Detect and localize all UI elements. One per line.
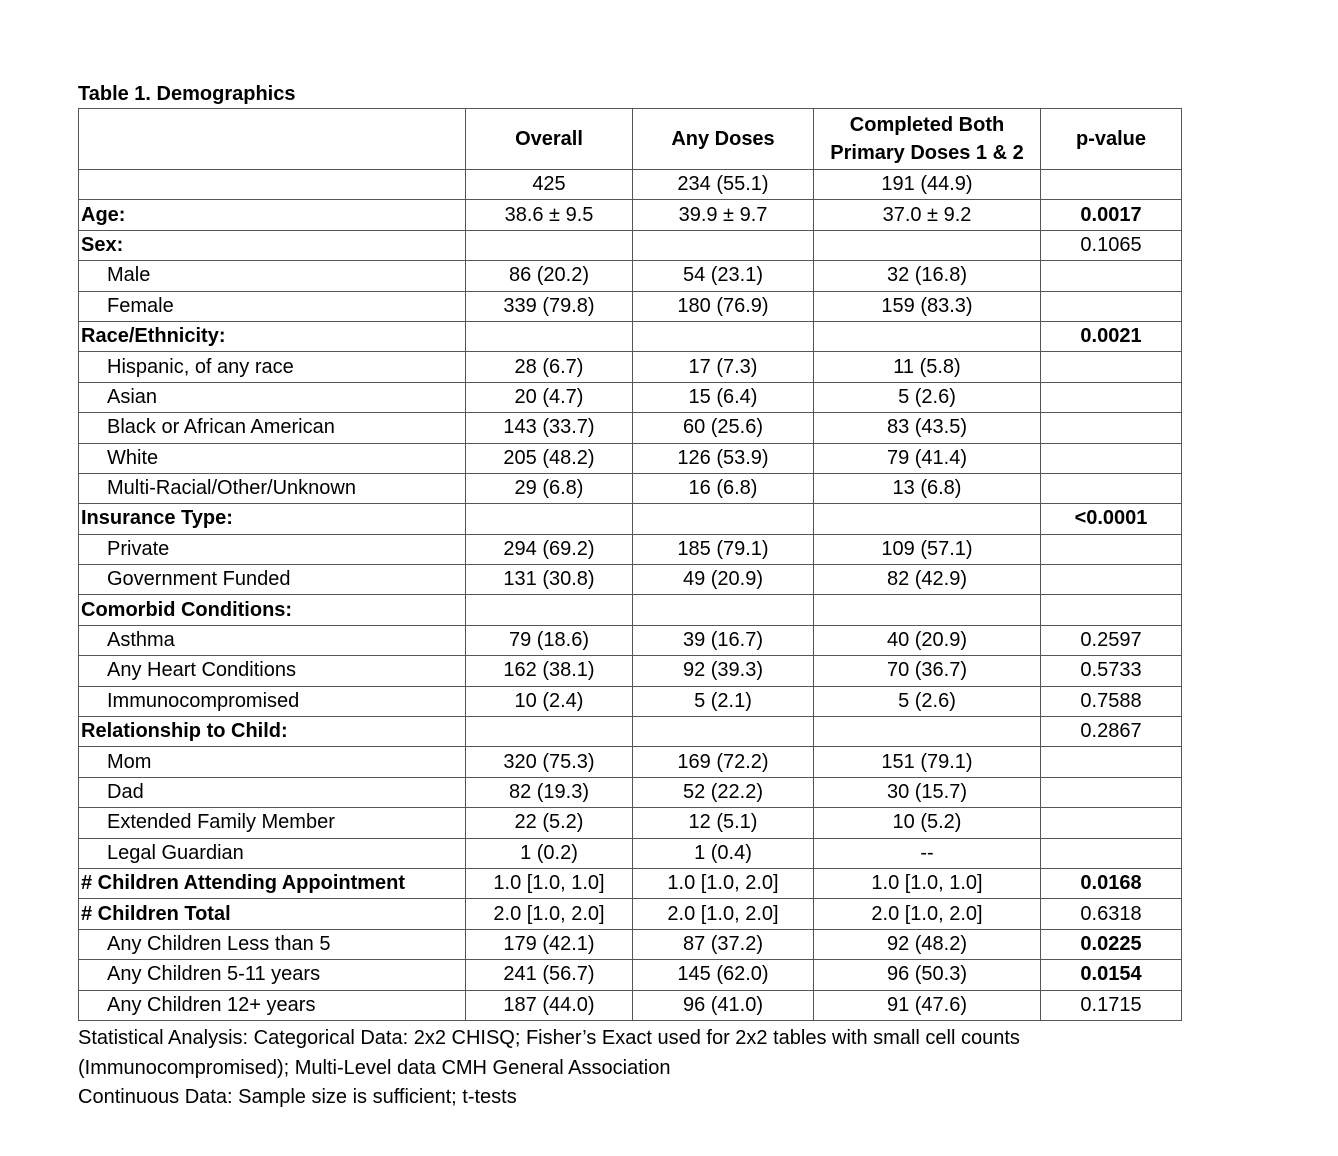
cell-pvalue: 0.1715 bbox=[1041, 990, 1182, 1020]
row-label: Multi-Racial/Other/Unknown bbox=[79, 473, 466, 503]
cell-completed: 79 (41.4) bbox=[814, 443, 1041, 473]
cell-overall: 79 (18.6) bbox=[466, 625, 633, 655]
cell-completed: 92 (48.2) bbox=[814, 929, 1041, 959]
header-completed-line2: Primary Doses 1 & 2 bbox=[830, 142, 1024, 164]
cell-pvalue: 0.0168 bbox=[1041, 868, 1182, 898]
cell-any-doses: 169 (72.2) bbox=[633, 747, 814, 777]
table-row bbox=[79, 625, 1182, 655]
cell-pvalue: 0.7588 bbox=[1041, 686, 1182, 716]
cell-pvalue: 0.2867 bbox=[1041, 717, 1182, 747]
cell-completed: 5 (2.6) bbox=[814, 382, 1041, 412]
demographics-table bbox=[78, 108, 1182, 1021]
table-row bbox=[79, 595, 1182, 625]
row-label: Insurance Type: bbox=[79, 504, 466, 534]
cell-overall: 10 (2.4) bbox=[466, 686, 633, 716]
table-row bbox=[79, 382, 1182, 412]
table-row bbox=[79, 261, 1182, 291]
cell-any-doses: 2.0 [1.0, 2.0] bbox=[633, 899, 814, 929]
table-row bbox=[79, 413, 1182, 443]
cell-pvalue: 0.0021 bbox=[1041, 321, 1182, 351]
cell-any-doses bbox=[633, 321, 814, 351]
cell-completed: 40 (20.9) bbox=[814, 625, 1041, 655]
row-label: Any Children 5-11 years bbox=[79, 960, 466, 990]
cell-overall: 28 (6.7) bbox=[466, 352, 633, 382]
table-row bbox=[79, 200, 1182, 230]
cell-completed bbox=[814, 717, 1041, 747]
table-row bbox=[79, 352, 1182, 382]
cell-overall: 143 (33.7) bbox=[466, 413, 633, 443]
cell-completed: 30 (15.7) bbox=[814, 777, 1041, 807]
cell-any-doses: 185 (79.1) bbox=[633, 534, 814, 564]
cell-completed bbox=[814, 230, 1041, 260]
cell-overall: 294 (69.2) bbox=[466, 534, 633, 564]
table-row bbox=[79, 686, 1182, 716]
cell-any-doses: 16 (6.8) bbox=[633, 473, 814, 503]
table-row bbox=[79, 565, 1182, 595]
row-label: # Children Total bbox=[79, 899, 466, 929]
cell-completed: 151 (79.1) bbox=[814, 747, 1041, 777]
cell-pvalue: 0.0017 bbox=[1041, 200, 1182, 230]
cell-pvalue bbox=[1041, 838, 1182, 868]
row-label: Legal Guardian bbox=[79, 838, 466, 868]
table-row bbox=[79, 929, 1182, 959]
row-label: Private bbox=[79, 534, 466, 564]
table-row bbox=[79, 990, 1182, 1020]
cell-completed: 37.0 ± 9.2 bbox=[814, 200, 1041, 230]
row-label: Comorbid Conditions: bbox=[79, 595, 466, 625]
cell-completed: 109 (57.1) bbox=[814, 534, 1041, 564]
table-caption: Table 1. Demographics bbox=[78, 83, 296, 105]
cell-overall: 38.6 ± 9.5 bbox=[466, 200, 633, 230]
header-empty-cell bbox=[79, 109, 466, 170]
row-label: Asthma bbox=[79, 625, 466, 655]
cell-overall bbox=[466, 504, 633, 534]
cell-any-doses: 5 (2.1) bbox=[633, 686, 814, 716]
cell-any-doses: 15 (6.4) bbox=[633, 382, 814, 412]
row-label: Mom bbox=[79, 747, 466, 777]
cell-any-doses: 39.9 ± 9.7 bbox=[633, 200, 814, 230]
cell-any-doses: 49 (20.9) bbox=[633, 565, 814, 595]
cell-pvalue bbox=[1041, 473, 1182, 503]
cell-overall: 82 (19.3) bbox=[466, 777, 633, 807]
cell-any-doses: 234 (55.1) bbox=[633, 170, 814, 200]
cell-pvalue bbox=[1041, 261, 1182, 291]
cell-any-doses: 145 (62.0) bbox=[633, 960, 814, 990]
cell-completed: 11 (5.8) bbox=[814, 352, 1041, 382]
row-label: Any Children 12+ years bbox=[79, 990, 466, 1020]
cell-overall: 20 (4.7) bbox=[466, 382, 633, 412]
cell-any-doses: 54 (23.1) bbox=[633, 261, 814, 291]
cell-completed: 1.0 [1.0, 1.0] bbox=[814, 868, 1041, 898]
cell-pvalue bbox=[1041, 565, 1182, 595]
cell-any-doses: 17 (7.3) bbox=[633, 352, 814, 382]
row-label: # Children Attending Appointment bbox=[79, 868, 466, 898]
cell-pvalue: 0.0225 bbox=[1041, 929, 1182, 959]
row-label: Relationship to Child: bbox=[79, 717, 466, 747]
note-line-1: Statistical Analysis: Categorical Data: 2x2 CHISQ; Fisher’s Exact used for 2x2 tables with small cell counts bbox=[78, 1027, 1020, 1049]
cell-completed bbox=[814, 504, 1041, 534]
table-row bbox=[79, 960, 1182, 990]
table-header-row bbox=[79, 109, 1182, 170]
cell-overall: 205 (48.2) bbox=[466, 443, 633, 473]
cell-overall: 1.0 [1.0, 1.0] bbox=[466, 868, 633, 898]
cell-pvalue bbox=[1041, 534, 1182, 564]
table-row bbox=[79, 777, 1182, 807]
cell-any-doses: 180 (76.9) bbox=[633, 291, 814, 321]
table-row bbox=[79, 899, 1182, 929]
cell-any-doses: 12 (5.1) bbox=[633, 808, 814, 838]
cell-completed: 96 (50.3) bbox=[814, 960, 1041, 990]
cell-overall: 179 (42.1) bbox=[466, 929, 633, 959]
cell-any-doses bbox=[633, 595, 814, 625]
cell-overall: 162 (38.1) bbox=[466, 656, 633, 686]
cell-overall: 2.0 [1.0, 2.0] bbox=[466, 899, 633, 929]
row-label: Age: bbox=[79, 200, 466, 230]
table-row bbox=[79, 321, 1182, 351]
table-row bbox=[79, 291, 1182, 321]
table-row bbox=[79, 838, 1182, 868]
cell-overall bbox=[466, 595, 633, 625]
cell-any-doses: 39 (16.7) bbox=[633, 625, 814, 655]
header-completed-line1: Completed Both bbox=[849, 114, 1005, 136]
cell-pvalue: 0.0154 bbox=[1041, 960, 1182, 990]
note-line-2: (Immunocompromised); Multi-Level data CMH General Association bbox=[78, 1056, 671, 1079]
row-label: Any Heart Conditions bbox=[79, 656, 466, 686]
row-label: White bbox=[79, 443, 466, 473]
cell-completed bbox=[814, 321, 1041, 351]
cell-completed: 70 (36.7) bbox=[814, 656, 1041, 686]
cell-overall: 86 (20.2) bbox=[466, 261, 633, 291]
row-label: Dad bbox=[79, 777, 466, 807]
cell-pvalue bbox=[1041, 170, 1182, 200]
cell-overall bbox=[466, 717, 633, 747]
statistical-notes bbox=[78, 1024, 1318, 1113]
cell-pvalue: 0.6318 bbox=[1041, 899, 1182, 929]
cell-pvalue bbox=[1041, 382, 1182, 412]
table-row bbox=[79, 717, 1182, 747]
cell-any-doses: 92 (39.3) bbox=[633, 656, 814, 686]
cell-completed: 83 (43.5) bbox=[814, 413, 1041, 443]
row-label: Black or African American bbox=[79, 413, 466, 443]
cell-overall: 241 (56.7) bbox=[466, 960, 633, 990]
cell-pvalue: 0.1065 bbox=[1041, 230, 1182, 260]
table-row bbox=[79, 534, 1182, 564]
cell-any-doses: 60 (25.6) bbox=[633, 413, 814, 443]
table-row bbox=[79, 443, 1182, 473]
row-label: Any Children Less than 5 bbox=[79, 929, 466, 959]
table-row bbox=[79, 170, 1182, 200]
row-label: Race/Ethnicity: bbox=[79, 321, 466, 351]
cell-overall: 131 (30.8) bbox=[466, 565, 633, 595]
row-label: Extended Family Member bbox=[79, 808, 466, 838]
cell-pvalue bbox=[1041, 352, 1182, 382]
table-row bbox=[79, 747, 1182, 777]
cell-any-doses: 96 (41.0) bbox=[633, 990, 814, 1020]
row-label: Government Funded bbox=[79, 565, 466, 595]
cell-any-doses: 126 (53.9) bbox=[633, 443, 814, 473]
row-label: Immunocompromised bbox=[79, 686, 466, 716]
cell-overall: 1 (0.2) bbox=[466, 838, 633, 868]
cell-overall bbox=[466, 321, 633, 351]
table-row bbox=[79, 230, 1182, 260]
cell-completed: 191 (44.9) bbox=[814, 170, 1041, 200]
row-label: Male bbox=[79, 261, 466, 291]
cell-completed: 32 (16.8) bbox=[814, 261, 1041, 291]
table-row bbox=[79, 656, 1182, 686]
cell-completed: 91 (47.6) bbox=[814, 990, 1041, 1020]
cell-pvalue: 0.5733 bbox=[1041, 656, 1182, 686]
cell-pvalue: 0.2597 bbox=[1041, 625, 1182, 655]
cell-completed: 159 (83.3) bbox=[814, 291, 1041, 321]
cell-overall: 22 (5.2) bbox=[466, 808, 633, 838]
cell-overall: 187 (44.0) bbox=[466, 990, 633, 1020]
cell-pvalue bbox=[1041, 747, 1182, 777]
cell-any-doses: 1.0 [1.0, 2.0] bbox=[633, 868, 814, 898]
cell-any-doses bbox=[633, 717, 814, 747]
row-label: Female bbox=[79, 291, 466, 321]
cell-any-doses bbox=[633, 504, 814, 534]
cell-completed bbox=[814, 595, 1041, 625]
cell-overall: 320 (75.3) bbox=[466, 747, 633, 777]
cell-pvalue bbox=[1041, 413, 1182, 443]
cell-pvalue bbox=[1041, 777, 1182, 807]
row-label: Sex: bbox=[79, 230, 466, 260]
cell-pvalue bbox=[1041, 291, 1182, 321]
cell-overall: 425 bbox=[466, 170, 633, 200]
cell-overall bbox=[466, 230, 633, 260]
table-row bbox=[79, 473, 1182, 503]
cell-completed: 5 (2.6) bbox=[814, 686, 1041, 716]
cell-pvalue bbox=[1041, 808, 1182, 838]
row-label bbox=[79, 170, 466, 200]
header-pvalue: p-value bbox=[1041, 109, 1182, 170]
row-label: Hispanic, of any race bbox=[79, 352, 466, 382]
cell-any-doses: 52 (22.2) bbox=[633, 777, 814, 807]
cell-pvalue bbox=[1041, 443, 1182, 473]
cell-completed: 10 (5.2) bbox=[814, 808, 1041, 838]
table-row bbox=[79, 808, 1182, 838]
cell-overall: 339 (79.8) bbox=[466, 291, 633, 321]
cell-completed: -- bbox=[814, 838, 1041, 868]
cell-completed: 82 (42.9) bbox=[814, 565, 1041, 595]
cell-any-doses bbox=[633, 230, 814, 260]
cell-any-doses: 87 (37.2) bbox=[633, 929, 814, 959]
cell-pvalue: <0.0001 bbox=[1041, 504, 1182, 534]
cell-overall: 29 (6.8) bbox=[466, 473, 633, 503]
cell-completed: 13 (6.8) bbox=[814, 473, 1041, 503]
header-any-doses: Any Doses bbox=[633, 109, 814, 170]
table-row bbox=[79, 868, 1182, 898]
table-row bbox=[79, 504, 1182, 534]
header-completed bbox=[814, 109, 1041, 170]
row-label: Asian bbox=[79, 382, 466, 412]
header-overall: Overall bbox=[466, 109, 633, 170]
cell-pvalue bbox=[1041, 595, 1182, 625]
note-line-3: Continuous Data: Sample size is sufficient; t-tests bbox=[78, 1086, 517, 1108]
cell-completed: 2.0 [1.0, 2.0] bbox=[814, 899, 1041, 929]
cell-any-doses: 1 (0.4) bbox=[633, 838, 814, 868]
